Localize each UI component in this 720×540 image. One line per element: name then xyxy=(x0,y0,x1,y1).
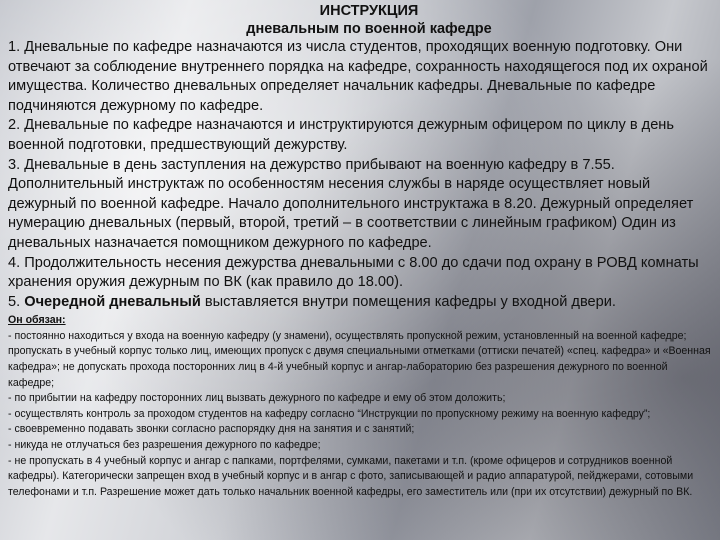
paragraph-5-rest: выставляется внутри помещения кафедры у входной двери. xyxy=(200,293,616,310)
title-line-2: дневальным по военной кафедре xyxy=(246,21,492,37)
duty-item: - по прибытии на кафедру посторонних лиц вызвать дежурного по кафедре и ему об этом доложить; xyxy=(8,392,506,405)
paragraph-3: 3. Дневальные в день заступления на дежурство прибывают на военную кафедру в 7.55. Дополнительный инструктаж по особенностям несения службы в наряде осуществляет новый дежурный по военной кафедре. Начало дополнительного инструктажа в 8.20. Дежурный определяет нумерацию дневальных (первый, второй, третий – в соответствии с линейным графиком) Один из дневальных назначается помощником дежурного по кафедре. xyxy=(8,156,694,251)
paragraph-4: 4. Продолжительность несения дежурства дневальными с 8.00 до сдачи под охрану в РОВД комнаты хранения оружия дежурным по ВК (как правило до 18.00). xyxy=(8,254,699,291)
paragraph-2: 2. Дневальные по кафедре назначаются и инструктируются дежурным офицером по циклу в день военной подготовки, предшествующий дежурству. xyxy=(8,117,674,153)
duty-item: - не пропускать в 4 учебный корпус и ангар с папками, портфелями, сумками, пакетами и т.п. (кроме офицеров и сотрудников военной кафедры). Категорически запрещен вход в учебный корпус и в ангар с фото, записывающей и радио аппаратурой, пейджерами, сотовыми телефонами и т.п. Разрешение может дать только начальник военной кафедры, его заместитель или (при их отсутствии) дежурный по ВК. xyxy=(8,454,694,498)
paragraph-5-number: 5. xyxy=(8,293,25,310)
title-line-1: ИНСТРУКЦИЯ xyxy=(319,3,419,19)
duty-item: - постоянно находиться у входа на военную кафедру (у знамени), осуществлять пропускной режим, установленный на военной кафедре; пропускать в учебный корпус только лиц, имеющих пропуск с двумя специальными отметками (оттиски печатей) «спец. кафедра» и «Военная кафедра»; не допускать прохода посторонних лиц в 4-й учебный корпус и ангар-лабораторию без разрешения дежурного по военной кафедре; xyxy=(8,329,711,389)
duty-item: - никуда не отлучаться без разрешения дежурного по кафедре; xyxy=(8,438,321,451)
paragraph-1: 1. Дневальные по кафедре назначаются из числа студентов, проходящих военную подготовку. Они отвечают за соблюдение внутреннего порядка на кафедре, сохранность находящегося под их охраной имущества. Количество дневальных определяет начальник кафедры. Дневальные по кафедре подчиняются дежурному по кафедре. xyxy=(8,39,708,114)
duty-item: - своевременно подавать звонки согласно распорядку дня на занятия и с занятий; xyxy=(8,423,415,436)
paragraph-5-bold: Очередной дневальный xyxy=(24,293,201,310)
duty-item: - осуществлять контроль за проходом студентов на кафедру согласно “Инструкции по пропускному режиму на военную кафедру”; xyxy=(8,407,651,420)
duties-title: Он обязан: xyxy=(8,314,66,327)
paragraph-5 xyxy=(8,293,712,313)
